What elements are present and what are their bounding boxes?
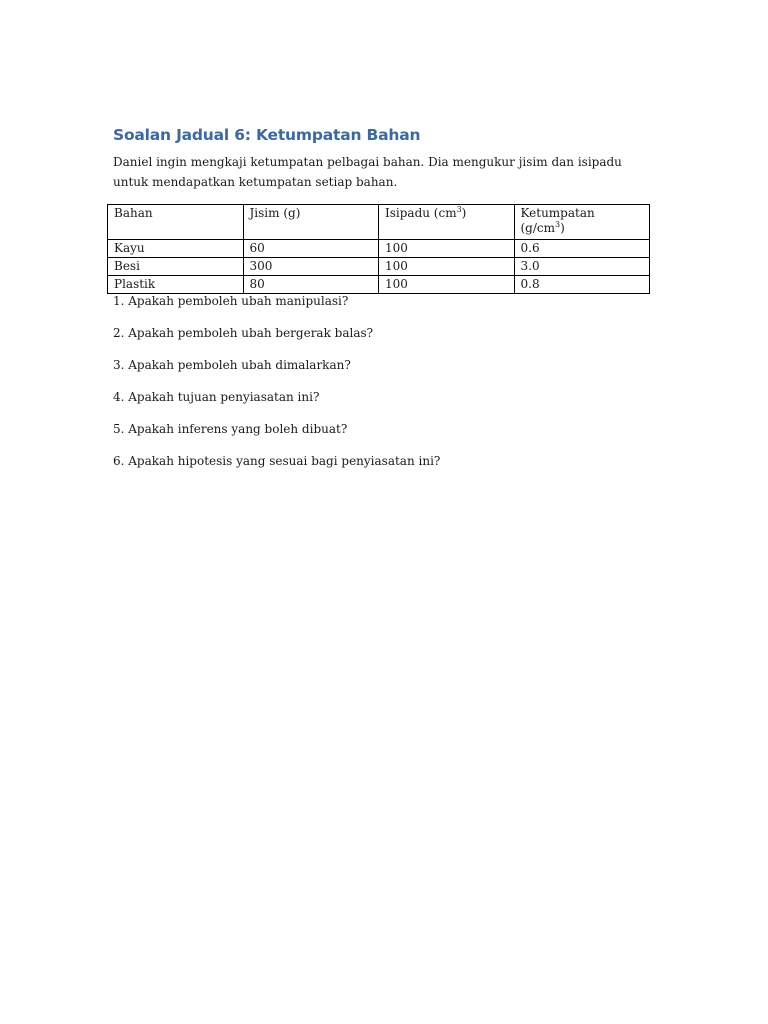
table-cell: 100 [379, 258, 515, 276]
header-material: Bahan [108, 205, 244, 240]
table-cell: Kayu [108, 240, 244, 258]
question-list [113, 294, 653, 469]
table-header-row [108, 205, 650, 240]
question-item: 4. Apakah tujuan penyiasatan ini? [113, 390, 320, 404]
header-mass: Jisim (g) [243, 205, 379, 240]
question-item: 3. Apakah pemboleh ubah dimalarkan? [113, 358, 351, 372]
page-title: Soalan Jadual 6: Ketumpatan Bahan [113, 126, 421, 144]
table-cell: 300 [243, 258, 379, 276]
table-cell: Besi [108, 258, 244, 276]
table-cell: 100 [379, 276, 515, 294]
table-cell: 3.0 [514, 258, 650, 276]
table-cell: 80 [243, 276, 379, 294]
table-cell: 60 [243, 240, 379, 258]
question-item: 6. Apakah hipotesis yang sesuai bagi penyiasatan ini? [113, 454, 441, 468]
question-item: 5. Apakah inferens yang boleh dibuat? [113, 422, 348, 436]
intro-paragraph: Daniel ingin mengkaji ketumpatan pelbagai bahan. Dia mengukur jisim dan isipadu untuk mendapatkan ketumpatan setiap bahan. [113, 155, 622, 189]
table-cell: 100 [379, 240, 515, 258]
page-content [113, 124, 653, 486]
table-row [108, 276, 650, 294]
table-cell: 0.6 [514, 240, 650, 258]
density-table [107, 204, 650, 294]
table-cell: Plastik [108, 276, 244, 294]
table-row [108, 240, 650, 258]
question-item: 2. Apakah pemboleh ubah bergerak balas? [113, 326, 374, 340]
table-row [108, 258, 650, 276]
header-density: Ketumpatan $(g/cm^3)$ [514, 205, 650, 240]
header-volume: Isipadu $(cm^3)$ [379, 205, 515, 240]
question-item: 1. Apakah pemboleh ubah manipulasi? [113, 294, 349, 308]
table-cell: 0.8 [514, 276, 650, 294]
